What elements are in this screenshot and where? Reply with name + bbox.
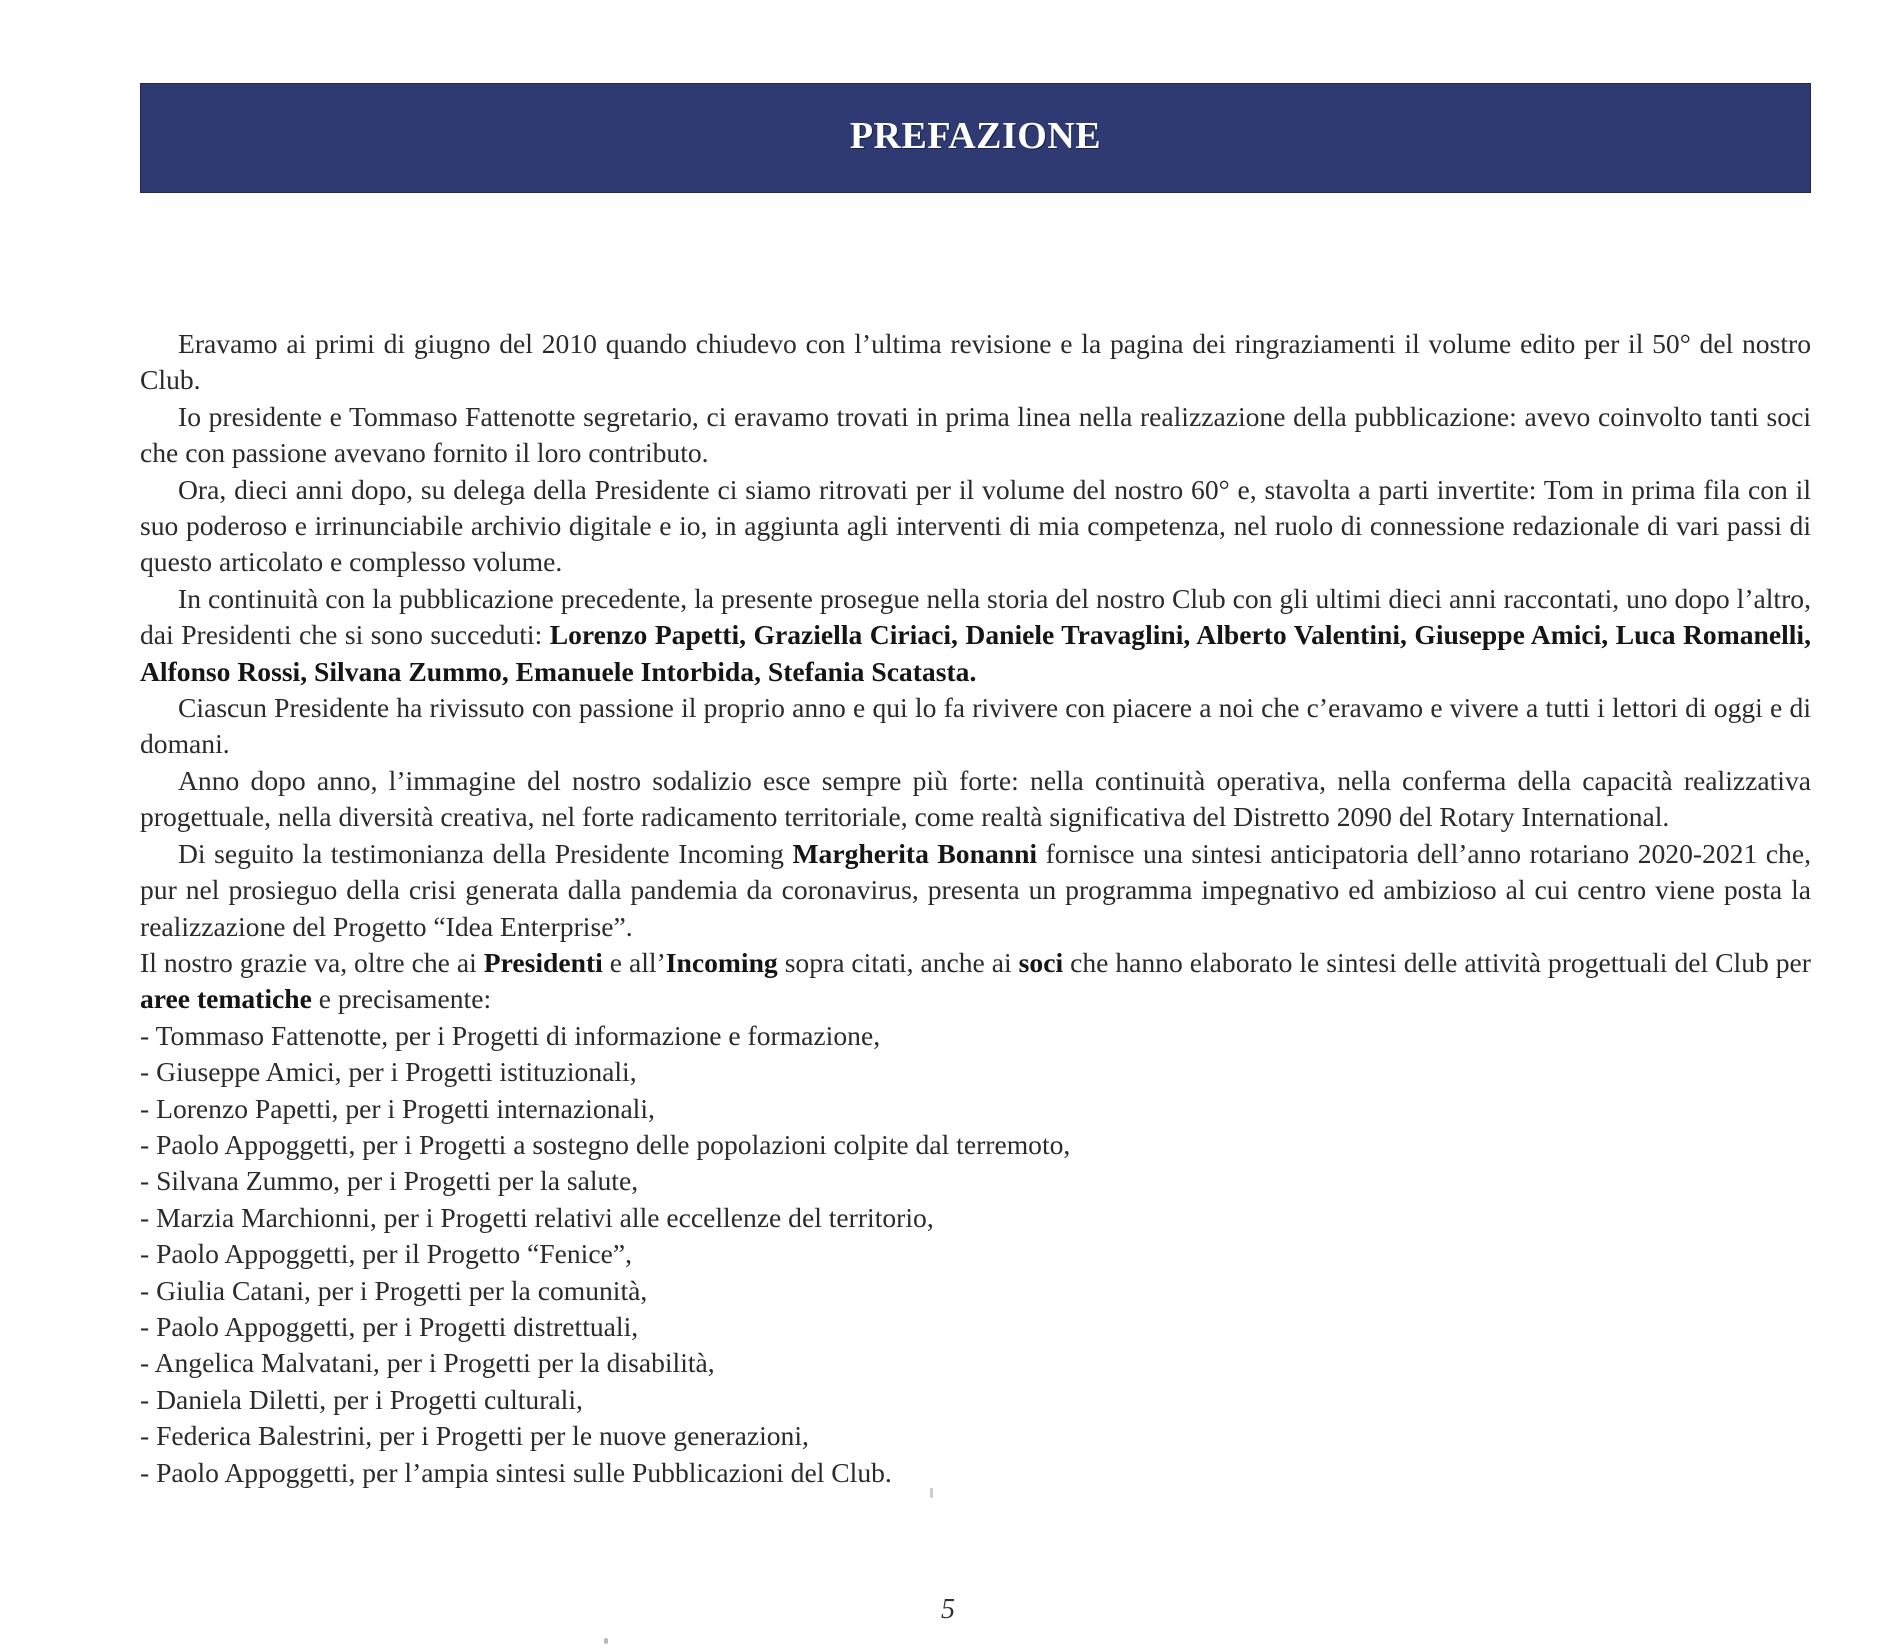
- list-item: - Giuseppe Amici, per i Progetti istituzionali,: [140, 1056, 637, 1088]
- contributors-list: [140, 1018, 1811, 1491]
- list-item: - Paolo Appoggetti, per il Progetto “Fenice”,: [140, 1238, 632, 1270]
- paragraph-8-text-e: che hanno elaborato le sintesi delle attività progettuali del Club per: [1063, 946, 1811, 978]
- scan-speck: [930, 1488, 933, 1498]
- paragraph-7: [140, 836, 1811, 945]
- preface-body: [140, 326, 1811, 1491]
- paragraph-7-text-a: Di seguito la testimonianza della Presidente Incoming: [178, 837, 793, 869]
- list-item: - Paolo Appoggetti, per i Progetti distrettuali,: [140, 1310, 639, 1342]
- page-number: 5: [941, 1594, 955, 1625]
- paragraph-8-bold-soci: soci: [1018, 946, 1064, 978]
- paragraph-8-bold-presidenti: Presidenti: [483, 946, 603, 978]
- paragraph-4-text: In continuità con la pubblicazione precedente, la presente prosegue nella storia del nostro Club con gli ultimi dieci anni raccontati, uno dopo l’altro, dai Presidenti che si sono succeduti:: [140, 582, 1811, 651]
- paragraph-8-text-f: e precisamente:: [311, 983, 492, 1015]
- paragraph-8-bold-incoming: Incoming: [665, 946, 778, 978]
- list-item: - Marzia Marchionni, per i Progetti relativi alle eccellenze del territorio,: [140, 1201, 934, 1233]
- paragraph-3: Ora, dieci anni dopo, su delega della Presidente ci siamo ritrovati per il volume del nostro 60° e, stavolta a parti invertite: Tom in prima fila con il suo poderoso e irrinunciabile archivio digitale e io, in aggiunta agli interventi di mia competenza, nel ruolo di connessione redazionale di vari passi di questo articolato e complesso volume.: [140, 473, 1811, 578]
- scan-speck: [604, 1638, 608, 1644]
- paragraph-7-text-b: fornisce una sintesi anticipatoria dell’anno rotariano 2020-2021 che, pur nel prosieguo della crisi generata dalla pandemia da coronavirus, presenta un programma impegnativo ed ambizioso al cui centro viene posta la realizzazione del Progetto “Idea Enterprise”.: [140, 837, 1811, 942]
- list-item: - Daniela Diletti, per i Progetti culturali,: [140, 1383, 583, 1415]
- list-item: - Paolo Appoggetti, per l’ampia sintesi sulle Pubblicazioni del Club.: [140, 1456, 892, 1488]
- list-item: - Tommaso Fattenotte, per i Progetti di informazione e formazione,: [140, 1019, 881, 1051]
- list-item: - Silvana Zummo, per i Progetti per la salute,: [140, 1165, 639, 1197]
- chapter-header-banner: [140, 83, 1811, 193]
- list-item: - Paolo Appoggetti, per i Progetti a sostegno delle popolazioni colpite dal terremoto,: [140, 1128, 1071, 1160]
- paragraph-8-text-d: sopra citati, anche ai: [777, 946, 1019, 978]
- list-item: - Giulia Catani, per i Progetti per la comunità,: [140, 1274, 648, 1306]
- page-title: PREFAZIONE: [849, 115, 1102, 157]
- paragraph-8-bold-aree: aree tematiche: [140, 983, 312, 1015]
- paragraph-1: Eravamo ai primi di giugno del 2010 quando chiudevo con l’ultima revisione e la pagina dei ringraziamenti il volume edito per il 50° del nostro Club.: [140, 328, 1811, 396]
- list-item: - Angelica Malvatani, per i Progetti per la disabilità,: [140, 1347, 715, 1379]
- presidents-names: Lorenzo Papetti, Graziella Ciriaci, Daniele Travaglini, Alberto Valentini, Giuseppe Amici, Luca Romanelli, Alfonso Rossi, Silvana Zummo, Emanuele Intorbida, Stefania Scatasta.: [140, 619, 1811, 687]
- paragraph-8-text-c: e all’: [602, 946, 666, 978]
- paragraph-4: [140, 581, 1811, 690]
- list-item: - Federica Balestrini, per i Progetti per le nuove generazioni,: [140, 1420, 809, 1452]
- incoming-president-name: Margherita Bonanni: [792, 837, 1038, 869]
- paragraph-5: Ciascun Presidente ha rivissuto con passione il proprio anno e qui lo fa rivivere con piacere a noi che c’eravamo e vivere a tutti i lettori di oggi e di domani.: [140, 692, 1811, 760]
- paragraph-8: [140, 945, 1811, 1018]
- list-item: - Lorenzo Papetti, per i Progetti internazionali,: [140, 1092, 655, 1124]
- paragraph-6: Anno dopo anno, l’immagine del nostro sodalizio esce sempre più forte: nella continuità operativa, nella conferma della capacità realizzativa progettuale, nella diversità creativa, nel forte radicamento territoriale, come realtà significativa del Distretto 2090 del Rotary International.: [140, 764, 1811, 833]
- paragraph-8-text-a: Il nostro grazie va, oltre che ai: [140, 946, 484, 978]
- paragraph-2: Io presidente e Tommaso Fattenotte segretario, ci eravamo trovati in prima linea nella realizzazione della pubblicazione: avevo coinvolto tanti soci che con passione avevano fornito il loro contributo.: [140, 400, 1811, 469]
